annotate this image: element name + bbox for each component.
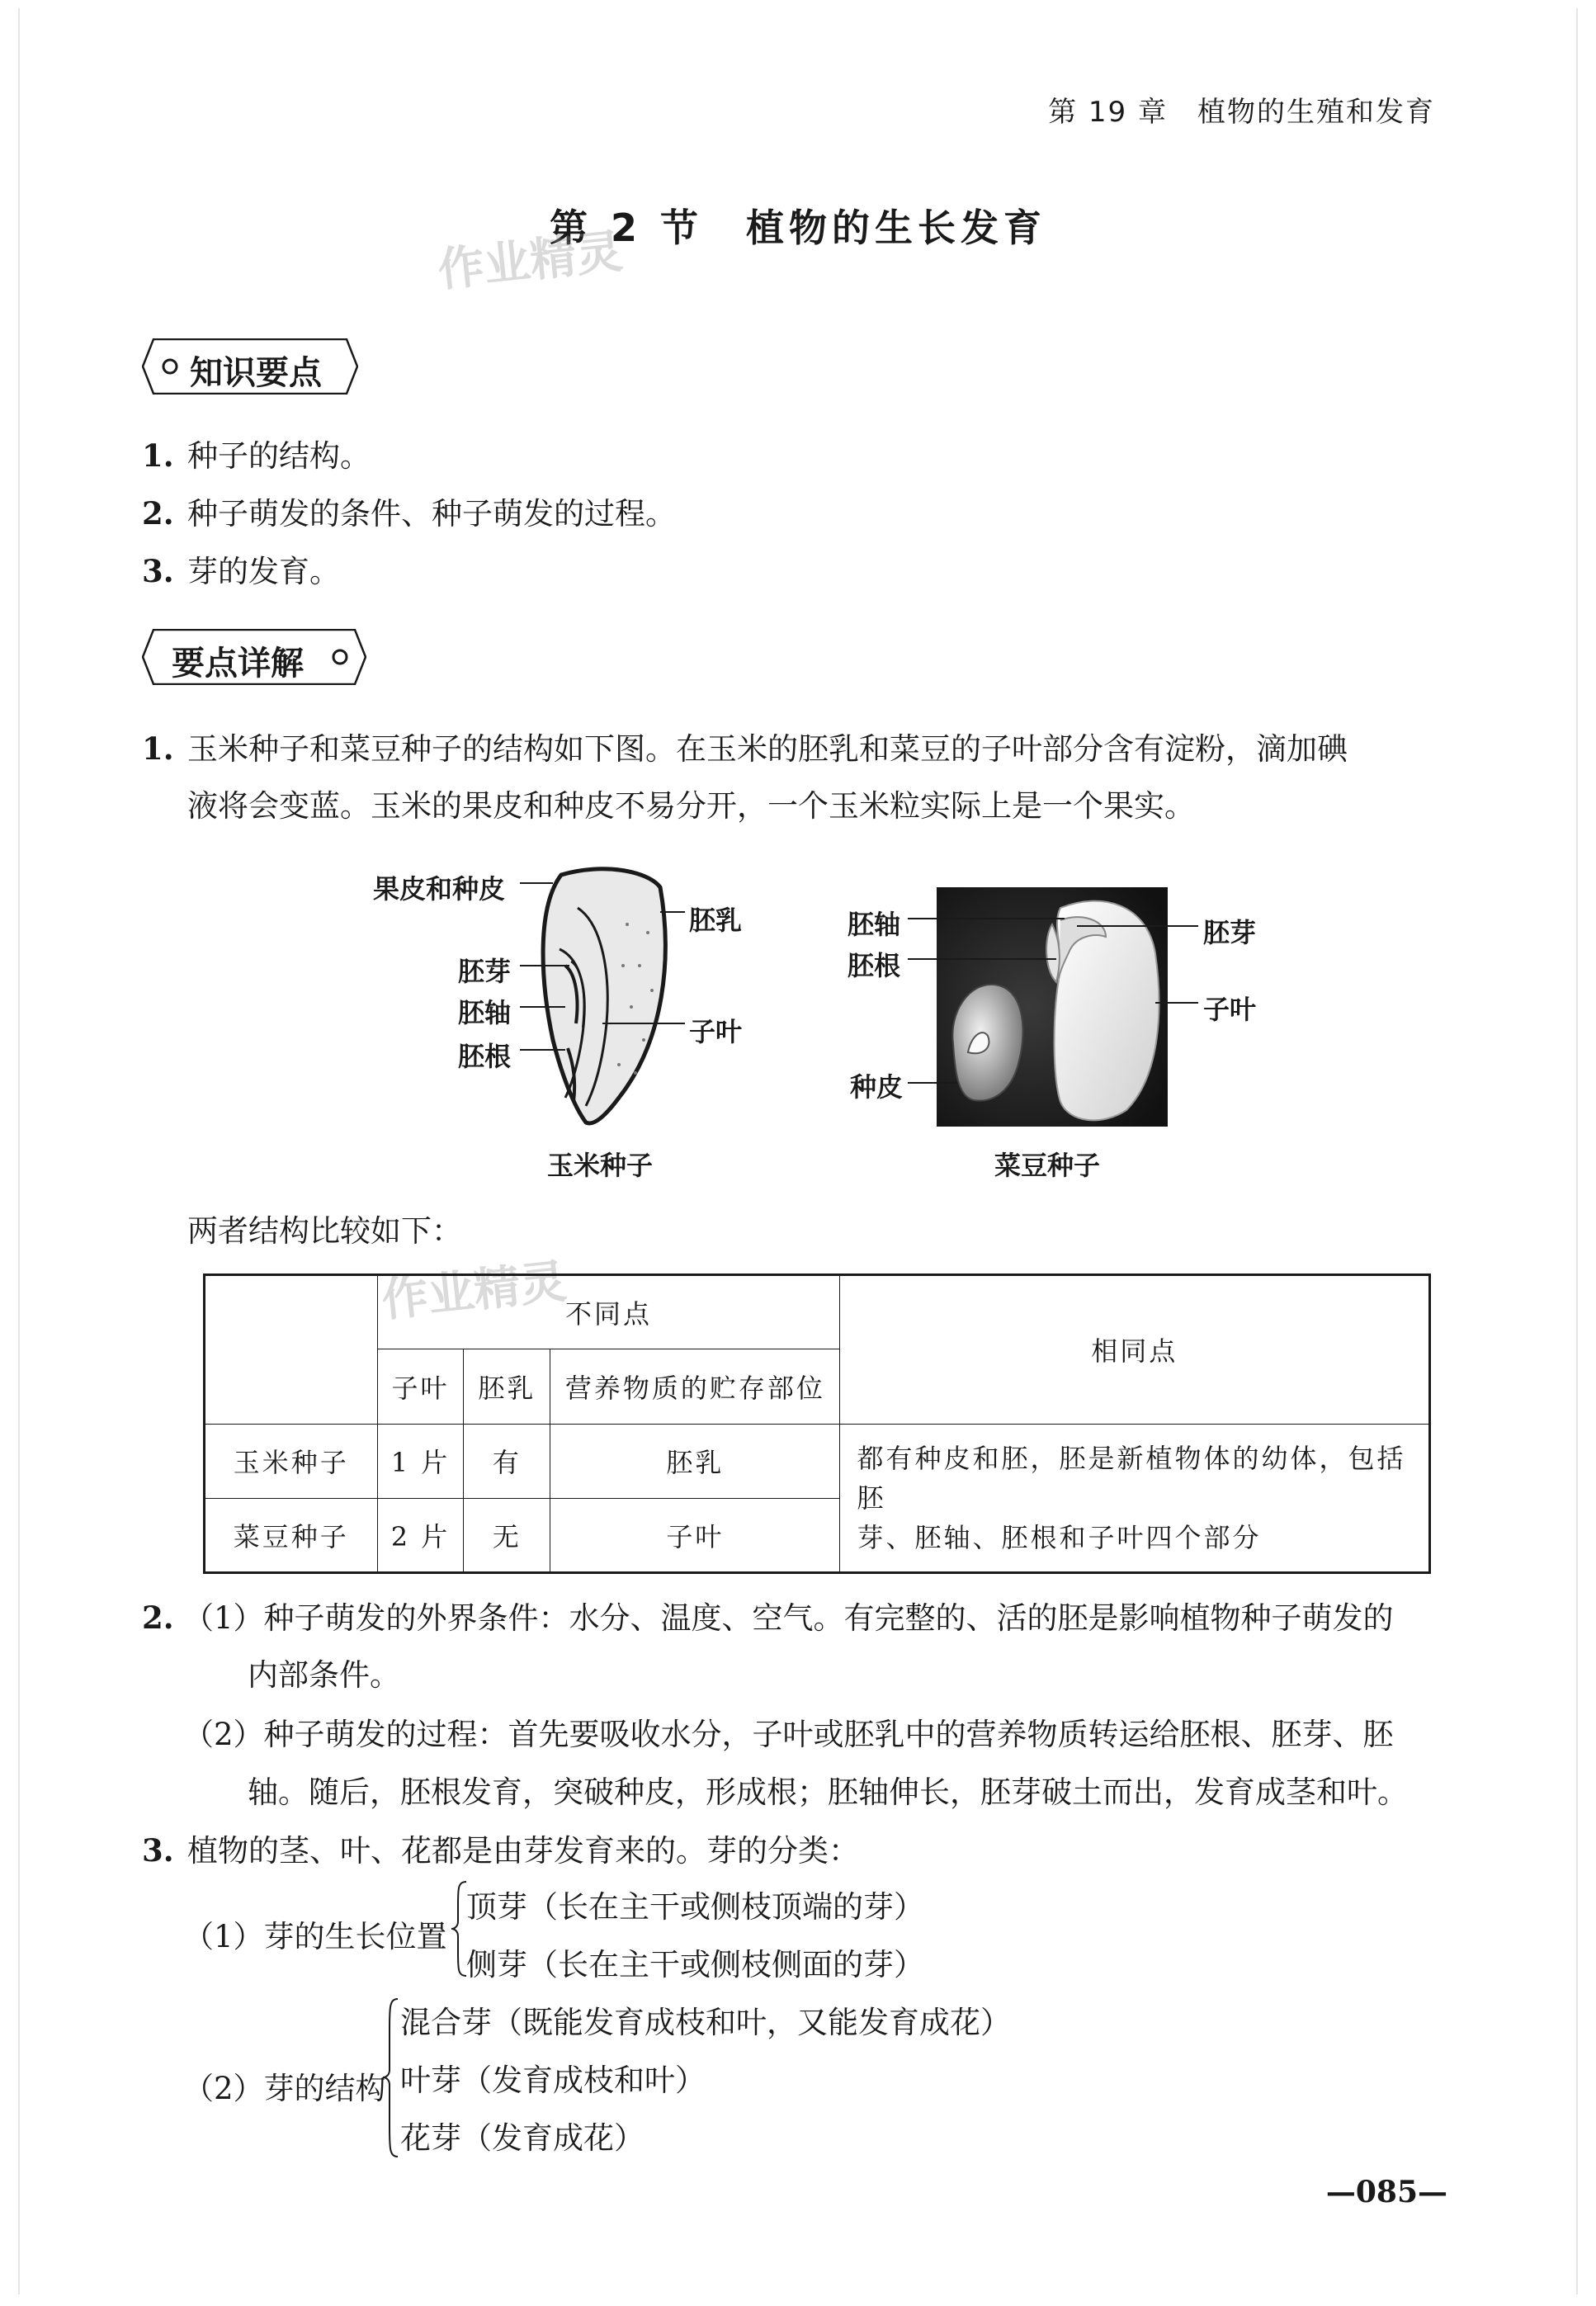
row-name: 玉米种子 bbox=[205, 1424, 378, 1498]
corn-caption: 玉米种子 bbox=[547, 1150, 654, 1181]
corn-label: 胚根 bbox=[458, 1041, 512, 1072]
page-number: —085— bbox=[1325, 2175, 1447, 2209]
knowledge-tag-label: 知识要点 bbox=[190, 354, 322, 392]
bean-leader-lines bbox=[908, 908, 1205, 1098]
table-corner-cell bbox=[205, 1275, 378, 1425]
header-diff: 不同点 bbox=[377, 1275, 840, 1349]
detail-item-3-intro: 3. 植物的茎、叶、花都是由芽发育来的。芽的分类： bbox=[142, 1832, 859, 1869]
bud-position-item: 侧芽（长在主干或侧枝侧面的芽） bbox=[466, 1947, 924, 1982]
knowledge-item: 2. 种子萌发的条件、种子萌发的过程。 bbox=[142, 495, 676, 532]
same-points-line: 芽、胚轴、胚根和子叶四个部分 bbox=[857, 1521, 1262, 1553]
detail-tag-label: 要点详解 bbox=[172, 645, 304, 683]
compare-intro: 两者结构比较如下： bbox=[187, 1213, 462, 1249]
row-storage: 胚乳 bbox=[550, 1424, 840, 1498]
detail-item-2-line: 2. （1）种子萌发的外界条件：水分、温度、空气。有完整的、活的胚是影响植物种子萌发的 bbox=[142, 1600, 1394, 1636]
bean-label: 胚轴 bbox=[848, 909, 901, 940]
same-points-cell bbox=[840, 1424, 1430, 1573]
section-title: 第 2 节 植物的生长发育 bbox=[549, 206, 1047, 250]
same-points-line: 都有种皮和胚，胚是新植物体的幼体，包括胚 bbox=[857, 1442, 1406, 1514]
row-endosperm: 无 bbox=[464, 1498, 550, 1572]
bud-position-item: 顶芽（长在主干或侧枝顶端的芽） bbox=[466, 1889, 924, 1925]
watermark: 作业精灵 bbox=[435, 224, 626, 298]
corn-label: 果皮和种皮 bbox=[373, 873, 506, 905]
detail-item-2-line: 轴。随后，胚根发育，突破种皮，形成根；胚轴伸长，胚芽破土而出，发育成茎和叶。 bbox=[248, 1774, 1408, 1810]
row-storage: 子叶 bbox=[550, 1498, 840, 1572]
detail-item-2-line: （2）种子萌发的过程：首先要吸收水分，子叶或胚乳中的营养物质转运给胚根、胚芽、胚 bbox=[183, 1717, 1394, 1752]
detail-item-1-line2: 液将会变蓝。玉米的果皮和种皮不易分开，一个玉米粒实际上是一个果实。 bbox=[187, 788, 1195, 824]
bean-label: 胚芽 bbox=[1203, 917, 1257, 948]
bud-structure-item: 叶芽（发育成枝和叶） bbox=[400, 2063, 706, 2098]
detail-item-1-line1: 1. 玉米种子和菜豆种子的结构如下图。在玉米的胚乳和菜豆的子叶部分含有淀粉，滴加碘 bbox=[142, 730, 1348, 767]
row-name: 菜豆种子 bbox=[205, 1498, 378, 1572]
bean-caption: 菜豆种子 bbox=[994, 1150, 1101, 1181]
comparison-table bbox=[203, 1273, 1431, 1574]
watermark: 作业精灵 bbox=[379, 1255, 569, 1328]
knowledge-item: 3. 芽的发育。 bbox=[142, 553, 340, 589]
corn-label: 胚轴 bbox=[458, 997, 512, 1028]
detail-item-2-line: 内部条件。 bbox=[248, 1657, 400, 1693]
sub-header-storage: 营养物质的贮存部位 bbox=[550, 1349, 840, 1424]
bean-label: 种皮 bbox=[850, 1071, 904, 1103]
running-head: 第 19 章 植物的生殖和发育 bbox=[1048, 96, 1435, 129]
bean-label: 胚根 bbox=[848, 950, 901, 981]
corn-label: 胚乳 bbox=[689, 905, 743, 936]
brace-icon bbox=[381, 1997, 401, 2158]
knowledge-item: 1. 种子的结构。 bbox=[142, 437, 371, 474]
detail-tag bbox=[142, 629, 366, 685]
sub-header-endosperm: 胚乳 bbox=[464, 1349, 550, 1424]
row-endosperm: 有 bbox=[464, 1424, 550, 1498]
sub-header-cotyledon: 子叶 bbox=[377, 1349, 464, 1424]
row-cotyledon: 1 片 bbox=[377, 1424, 464, 1498]
corn-label: 胚芽 bbox=[458, 956, 512, 987]
bud-position-label: （1）芽的生长位置 bbox=[183, 1919, 447, 1954]
knowledge-tag bbox=[142, 338, 358, 395]
table-row bbox=[205, 1424, 1430, 1498]
bud-structure-item: 花芽（发育成花） bbox=[400, 2120, 645, 2156]
header-same: 相同点 bbox=[840, 1275, 1430, 1425]
corn-label: 子叶 bbox=[689, 1016, 743, 1047]
bud-structure-label: （2）芽的结构 bbox=[183, 2071, 386, 2106]
row-cotyledon: 2 片 bbox=[377, 1498, 464, 1572]
bud-structure-item: 混合芽（既能发育成枝和叶，又能发育成花） bbox=[400, 2005, 1011, 2040]
bean-label: 子叶 bbox=[1203, 994, 1257, 1025]
